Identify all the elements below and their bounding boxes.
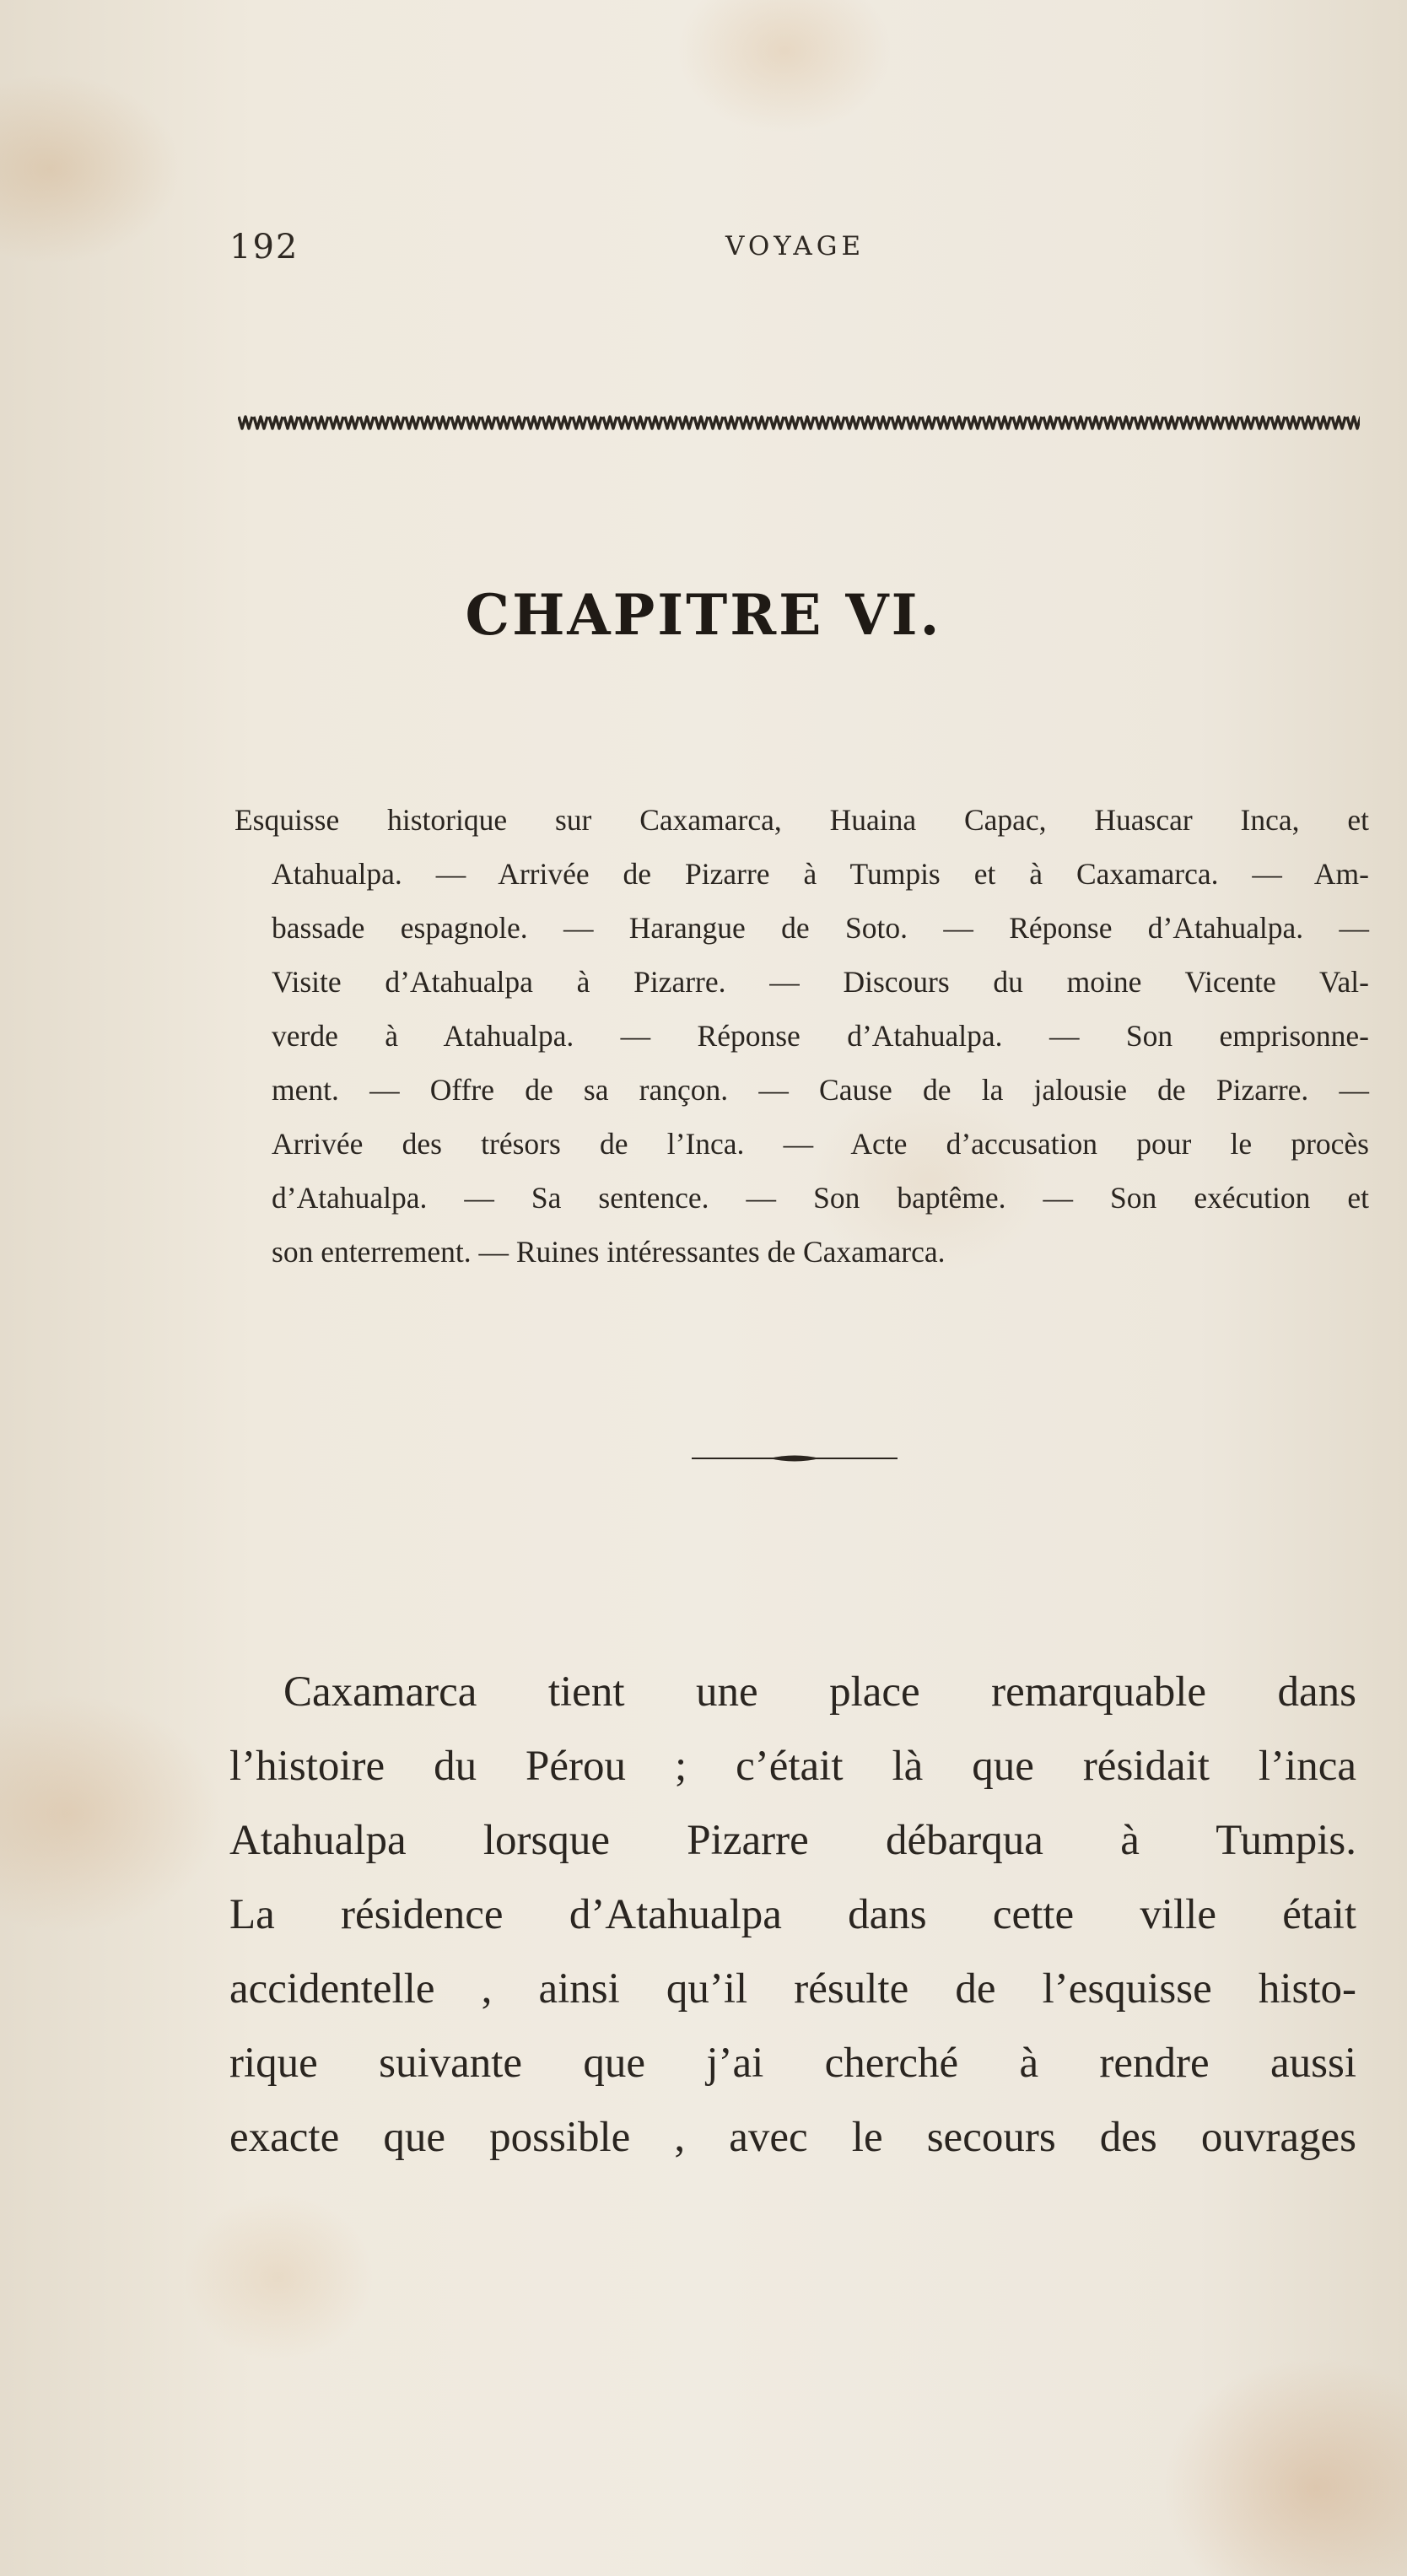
summary-line: Atahualpa. — Arrivée de Pizarre à Tumpis et à Caxamarca. — Am- (272, 857, 1369, 891)
summary-line: verde à Atahualpa. — Réponse d’Atahualpa. — Son emprisonne- (272, 1019, 1369, 1053)
body-paragraph (229, 1655, 1356, 2175)
summary-line: Arrivée des trésors de l’Inca. — Acte d’accusation pour le procès (272, 1127, 1369, 1161)
body-line: La résidence d’Atahualpa dans cette ville était (229, 1891, 1356, 1938)
page-number: 192 (229, 228, 299, 267)
running-head (0, 228, 1407, 278)
summary-line: ment. — Offre de sa rançon. — Cause de la jalousie de Pizarre. — (272, 1073, 1369, 1107)
body-line: exacte que possible , avec le secours des ouvrages (229, 2114, 1356, 2161)
running-title: VOYAGE (725, 231, 865, 261)
body-line: Caxamarca tient une place remarquable dans (283, 1668, 1356, 1716)
body-line: rique suivante que j’ai cherché à rendre aussi (229, 2040, 1356, 2087)
summary-line: bassade espagnole. — Harangue de Soto. — Réponse d’Atahualpa. — (272, 911, 1369, 945)
body-line: Atahualpa lorsque Pizarre débarqua à Tumpis. (229, 1817, 1356, 1864)
body-line: l’histoire du Pérou ; c’était là que résidait l’inca (229, 1743, 1356, 1790)
summary-line: Visite d’Atahualpa à Pizarre. — Discours du moine Vicente Val- (272, 965, 1369, 999)
chapter-summary (234, 793, 1369, 1279)
section-divider (692, 1452, 898, 1464)
body-line: accidentelle , ainsi qu’il résulte de l’esquisse histo- (229, 1965, 1356, 2013)
summary-line: Esquisse historique sur Caxamarca, Huaina Capac, Huascar Inca, et (234, 803, 1369, 837)
summary-line: d’Atahualpa. — Sa sentence. — Son baptême. — Son exécution et (272, 1181, 1369, 1215)
chapter-title: CHAPITRE VI. (465, 582, 942, 648)
summary-line: son enterrement. — Ruines intéressantes de Caxamarca. (272, 1235, 946, 1269)
ornamental-rule (238, 410, 1360, 435)
